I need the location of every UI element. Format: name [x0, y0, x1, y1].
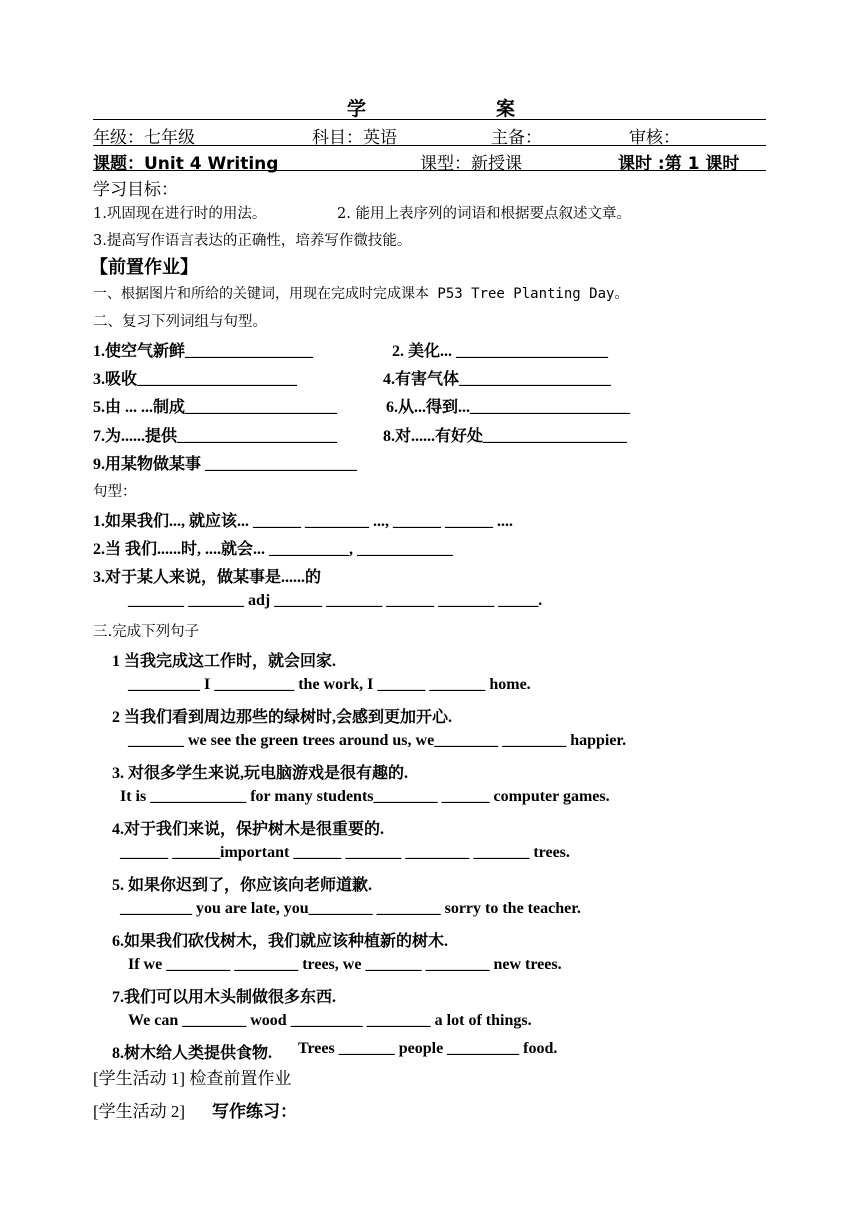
sentence-chinese: 7.我们可以用木头制做很多东西.	[112, 989, 337, 1006]
pattern-item: 2.当 我们......时, ....就会... __________, ____________	[93, 541, 454, 558]
title-char-right: 案	[496, 98, 517, 120]
pattern-item: 3.对于某人来说，做某事是......的	[93, 569, 322, 586]
patterns-heading: 句型：	[93, 484, 137, 500]
complete-heading: 三.完成下列句子	[93, 624, 200, 640]
sentence-chinese: 1 当我完成这工作时，就会回家.	[112, 653, 337, 670]
sentence-english: _______ we see the green trees around us, we________ ________ happier.	[128, 732, 627, 749]
goals-heading: 学习目标：	[93, 180, 178, 200]
sentence-chinese: 8.树木给人类提供食物.	[112, 1045, 273, 1062]
goal-3: 3.提高写作语言表达的正确性，培养写作微技能。	[93, 233, 412, 249]
phrase-item: 3.吸收____________________	[93, 371, 298, 388]
sentence-english: Trees _______ people _________ food.	[298, 1040, 558, 1057]
lesson-topic: 课题：Unit 4 Writing	[93, 154, 279, 174]
student-activity-1: [学生活动 1] 检查前置作业	[93, 1069, 292, 1088]
pattern-item: 1.如果我们..., 就应该... ______ ________ ..., ______ ______ ....	[93, 513, 514, 530]
lesson-type: 课型：新授课	[420, 154, 522, 174]
phrase-item: 2. 美化... ___________________	[392, 343, 609, 360]
divider-bottom	[93, 170, 766, 171]
lead-preparer-label: 主备：	[491, 128, 542, 148]
divider-mid	[93, 145, 766, 146]
subject-label: 科目：英语	[312, 128, 397, 148]
sentence-chinese: 5. 如果你迟到了，你应该向老师道歉.	[112, 877, 373, 894]
sentence-chinese: 6.如果我们砍伐树木，我们就应该种植新的树木.	[112, 933, 449, 950]
pre-work-task-2: 二、复习下列词组与句型。	[93, 314, 267, 330]
title-char-left: 学	[347, 98, 368, 120]
phrase-item: 9.用某物做某事 ___________________	[93, 456, 358, 473]
phrase-item: 1.使空气新鲜________________	[93, 343, 314, 360]
sentence-chinese: 4.对于我们来说，保护树木是很重要的.	[112, 821, 385, 838]
phrase-item: 6.从...得到...____________________	[386, 399, 631, 416]
goal-1: 1.巩固现在进行时的用法。	[93, 206, 267, 222]
sentence-chinese: 2 当我们看到周边那些的绿树时,会感到更加开心.	[112, 709, 453, 726]
phrase-item: 4.有害气体___________________	[383, 371, 612, 388]
phrase-item: 7.为......提供____________________	[93, 428, 338, 445]
pre-work-heading: 【前置作业】	[90, 257, 198, 278]
sentence-english: It is ____________ for many students________ ______ computer games.	[120, 788, 610, 805]
pattern-item-blanks: _______ _______ adj ______ _______ ______ _______ _____.	[128, 592, 543, 609]
pre-work-task-1: 一、根据图片和所给的关键词，用现在完成时完成课本 P53 Tree Planting Day。	[93, 286, 629, 302]
sentence-english: _________ I __________ the work, I ______ _______ home.	[128, 676, 531, 693]
reviewer-label: 审核：	[629, 128, 680, 148]
phrase-item: 5.由 ... ...制成___________________	[93, 399, 338, 416]
sentence-english: ______ ______important ______ _______ ________ _______ trees.	[120, 844, 570, 861]
student-activity-2-label: [学生活动 2]	[93, 1102, 186, 1121]
sentence-english: _________ you are late, you________ ________ sorry to the teacher.	[120, 900, 581, 917]
divider-top	[93, 119, 766, 120]
sentence-english: If we ________ ________ trees, we _______ ________ new trees.	[128, 956, 562, 973]
sentence-english: We can ________ wood _________ ________ a lot of things.	[128, 1012, 532, 1029]
phrase-item: 8.对......有好处__________________	[383, 428, 628, 445]
goal-2: 2. 能用上表序列的词语和根据要点叙述文章。	[337, 206, 631, 222]
sentence-chinese: 3. 对很多学生来说,玩电脑游戏是很有趣的.	[112, 765, 409, 782]
lesson-period: 课时 :第 1 课时	[618, 154, 740, 174]
grade-label: 年级：七年级	[93, 128, 195, 148]
student-activity-2-text: 写作练习：	[212, 1102, 297, 1121]
